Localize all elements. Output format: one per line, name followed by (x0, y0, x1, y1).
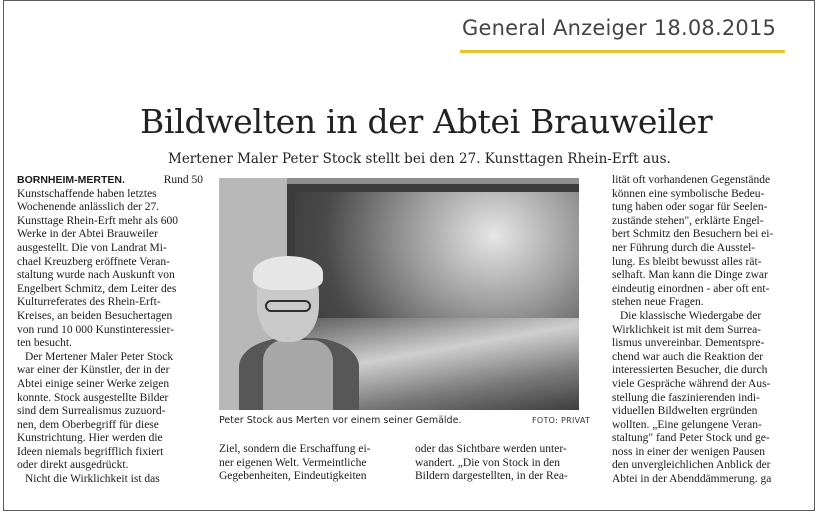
source-label: General Anzeiger 18.08.2015 (462, 16, 777, 40)
text-line: interessierten Besucher, die durch (612, 364, 768, 377)
text-line: selhaft. Man kann die Dinge zwar (612, 269, 768, 282)
text-line: ausgestellt. Die von Landrat Mi- (17, 241, 167, 254)
headline: Bildwelten in der Abtei Brauweiler (140, 102, 713, 141)
text-line: noss in einer der wenigen Pausen (612, 445, 765, 458)
text-line: lismus unvereinbar. Dementspre- (612, 337, 765, 350)
text-line: war einer der Künstler, der in der (17, 364, 170, 377)
text-line: können eine symbolische Bedeu- (612, 187, 765, 200)
text-line: Abtei in der Abenddämmerung. ga (612, 473, 772, 486)
text-line: lung. Es bleibt bewusst alles rät- (612, 255, 762, 268)
text-line: chend war auch die Reaktion der (612, 350, 764, 363)
text-line: Wochenende anlässlich der 27. (17, 201, 160, 214)
photo-credit: FOTO: PRIVAT (532, 416, 591, 425)
article-column-1 (17, 174, 203, 487)
text-line: wollten. „Eine gelungene Veran- (612, 418, 762, 431)
text-line: ner Führung durch die Ausstel- (612, 241, 756, 254)
text-line: stellung die faszinierenden indi- (612, 391, 760, 404)
text-line: viele Gespräche während der Aus- (612, 377, 771, 390)
glasses-icon (265, 300, 311, 312)
text-line: Werke in der Abtei Brauweiler (17, 228, 158, 241)
text-line: Kulturreferates des Rhein-Erft- (17, 296, 161, 309)
text-line: Nicht die Wirklichkeit ist das (25, 473, 160, 486)
source-underline (460, 50, 785, 53)
text-line: stehen neue Fragen. (612, 296, 704, 309)
text-line: Der Mertener Maler Peter Stock (25, 350, 174, 363)
text-line: wandert. „Die von Stock in den (415, 456, 560, 469)
text-line: Kunstschaffende haben letztes (17, 187, 157, 200)
text-line: konnte. Stock ausgestellte Bilder (17, 391, 169, 404)
article-column-4 (612, 174, 792, 487)
person-hair (253, 256, 323, 290)
text-line: Gegebenheiten, Eindeutigkeiten (219, 470, 367, 483)
text-line: Kreises, an beiden Besuchertagen (17, 309, 173, 322)
text-line: Kunstrichtung. Hier werden die (17, 432, 163, 445)
text-line: den unvergleichlichen Anblick der (612, 459, 771, 472)
article-photo (219, 178, 579, 410)
subheadline: Mertener Maler Peter Stock stellt bei den 27. Kunsttagen Rhein-Erft aus. (168, 151, 671, 167)
dateline: BORNHEIM-MERTEN. (17, 174, 125, 186)
photo-caption: Peter Stock aus Merten vor einem seiner Gemälde. (219, 415, 462, 426)
text-line: zustände stehen", erklärte Engel- (612, 214, 764, 227)
text-line: eindeutig einordnen - aber oft ent- (612, 282, 770, 295)
text-line: Ziel, sondern die Erschaffung ei- (219, 443, 371, 455)
text-line: chael Kreuzberg eröffnete Veran- (17, 255, 170, 268)
text-line: nen, dem Oberbegriff für diese (17, 418, 159, 431)
text-line (17, 174, 203, 188)
article-column-3-bottom (415, 443, 595, 484)
person-jacket (263, 340, 333, 410)
text-line: staltung" fand Peter Stock und ge- (612, 432, 770, 445)
text-line: Engelbert Schmitz, dem Leiter des (17, 282, 177, 295)
text-line: von rund 10 000 Kunstinteressier- (17, 323, 174, 336)
text-line: Abtei einige seiner Werke zeigen (17, 377, 170, 390)
text-line: Ideen niemals begrifflich fixiert (17, 445, 164, 458)
text-line: bert Schmitz den Besuchern bei ei- (612, 228, 774, 241)
text-line: Kunsttage Rhein-Erft mehr als 600 (17, 214, 178, 227)
text-line: ten besucht. (17, 337, 72, 350)
text-line: Bildern dargestellten, in der Rea- (415, 470, 568, 483)
text-line: ner eigenen Welt. Vermeintliche (219, 456, 367, 469)
text-line: Rund 50 (163, 174, 203, 186)
article-column-2-bottom (219, 443, 402, 484)
text-line: Die klassische Wiedergabe der (620, 309, 762, 322)
text-line: oder das Sichtbare werden unter- (415, 443, 567, 455)
text-line: staltung wurde nach Auskunft von (17, 269, 175, 282)
text-line: viduellen Bildwelten ergründen (612, 405, 758, 418)
text-line: oder direkt ausgedrückt. (17, 459, 129, 472)
text-line: lität oft vorhandenen Gegenstände (612, 174, 771, 186)
text-line: sind dem Surrealismus zuzuord- (17, 405, 166, 418)
text-line: Wirklichkeit ist mit dem Surrea- (612, 323, 762, 336)
text-line: tung haben oder sogar für Seelen- (612, 201, 768, 214)
